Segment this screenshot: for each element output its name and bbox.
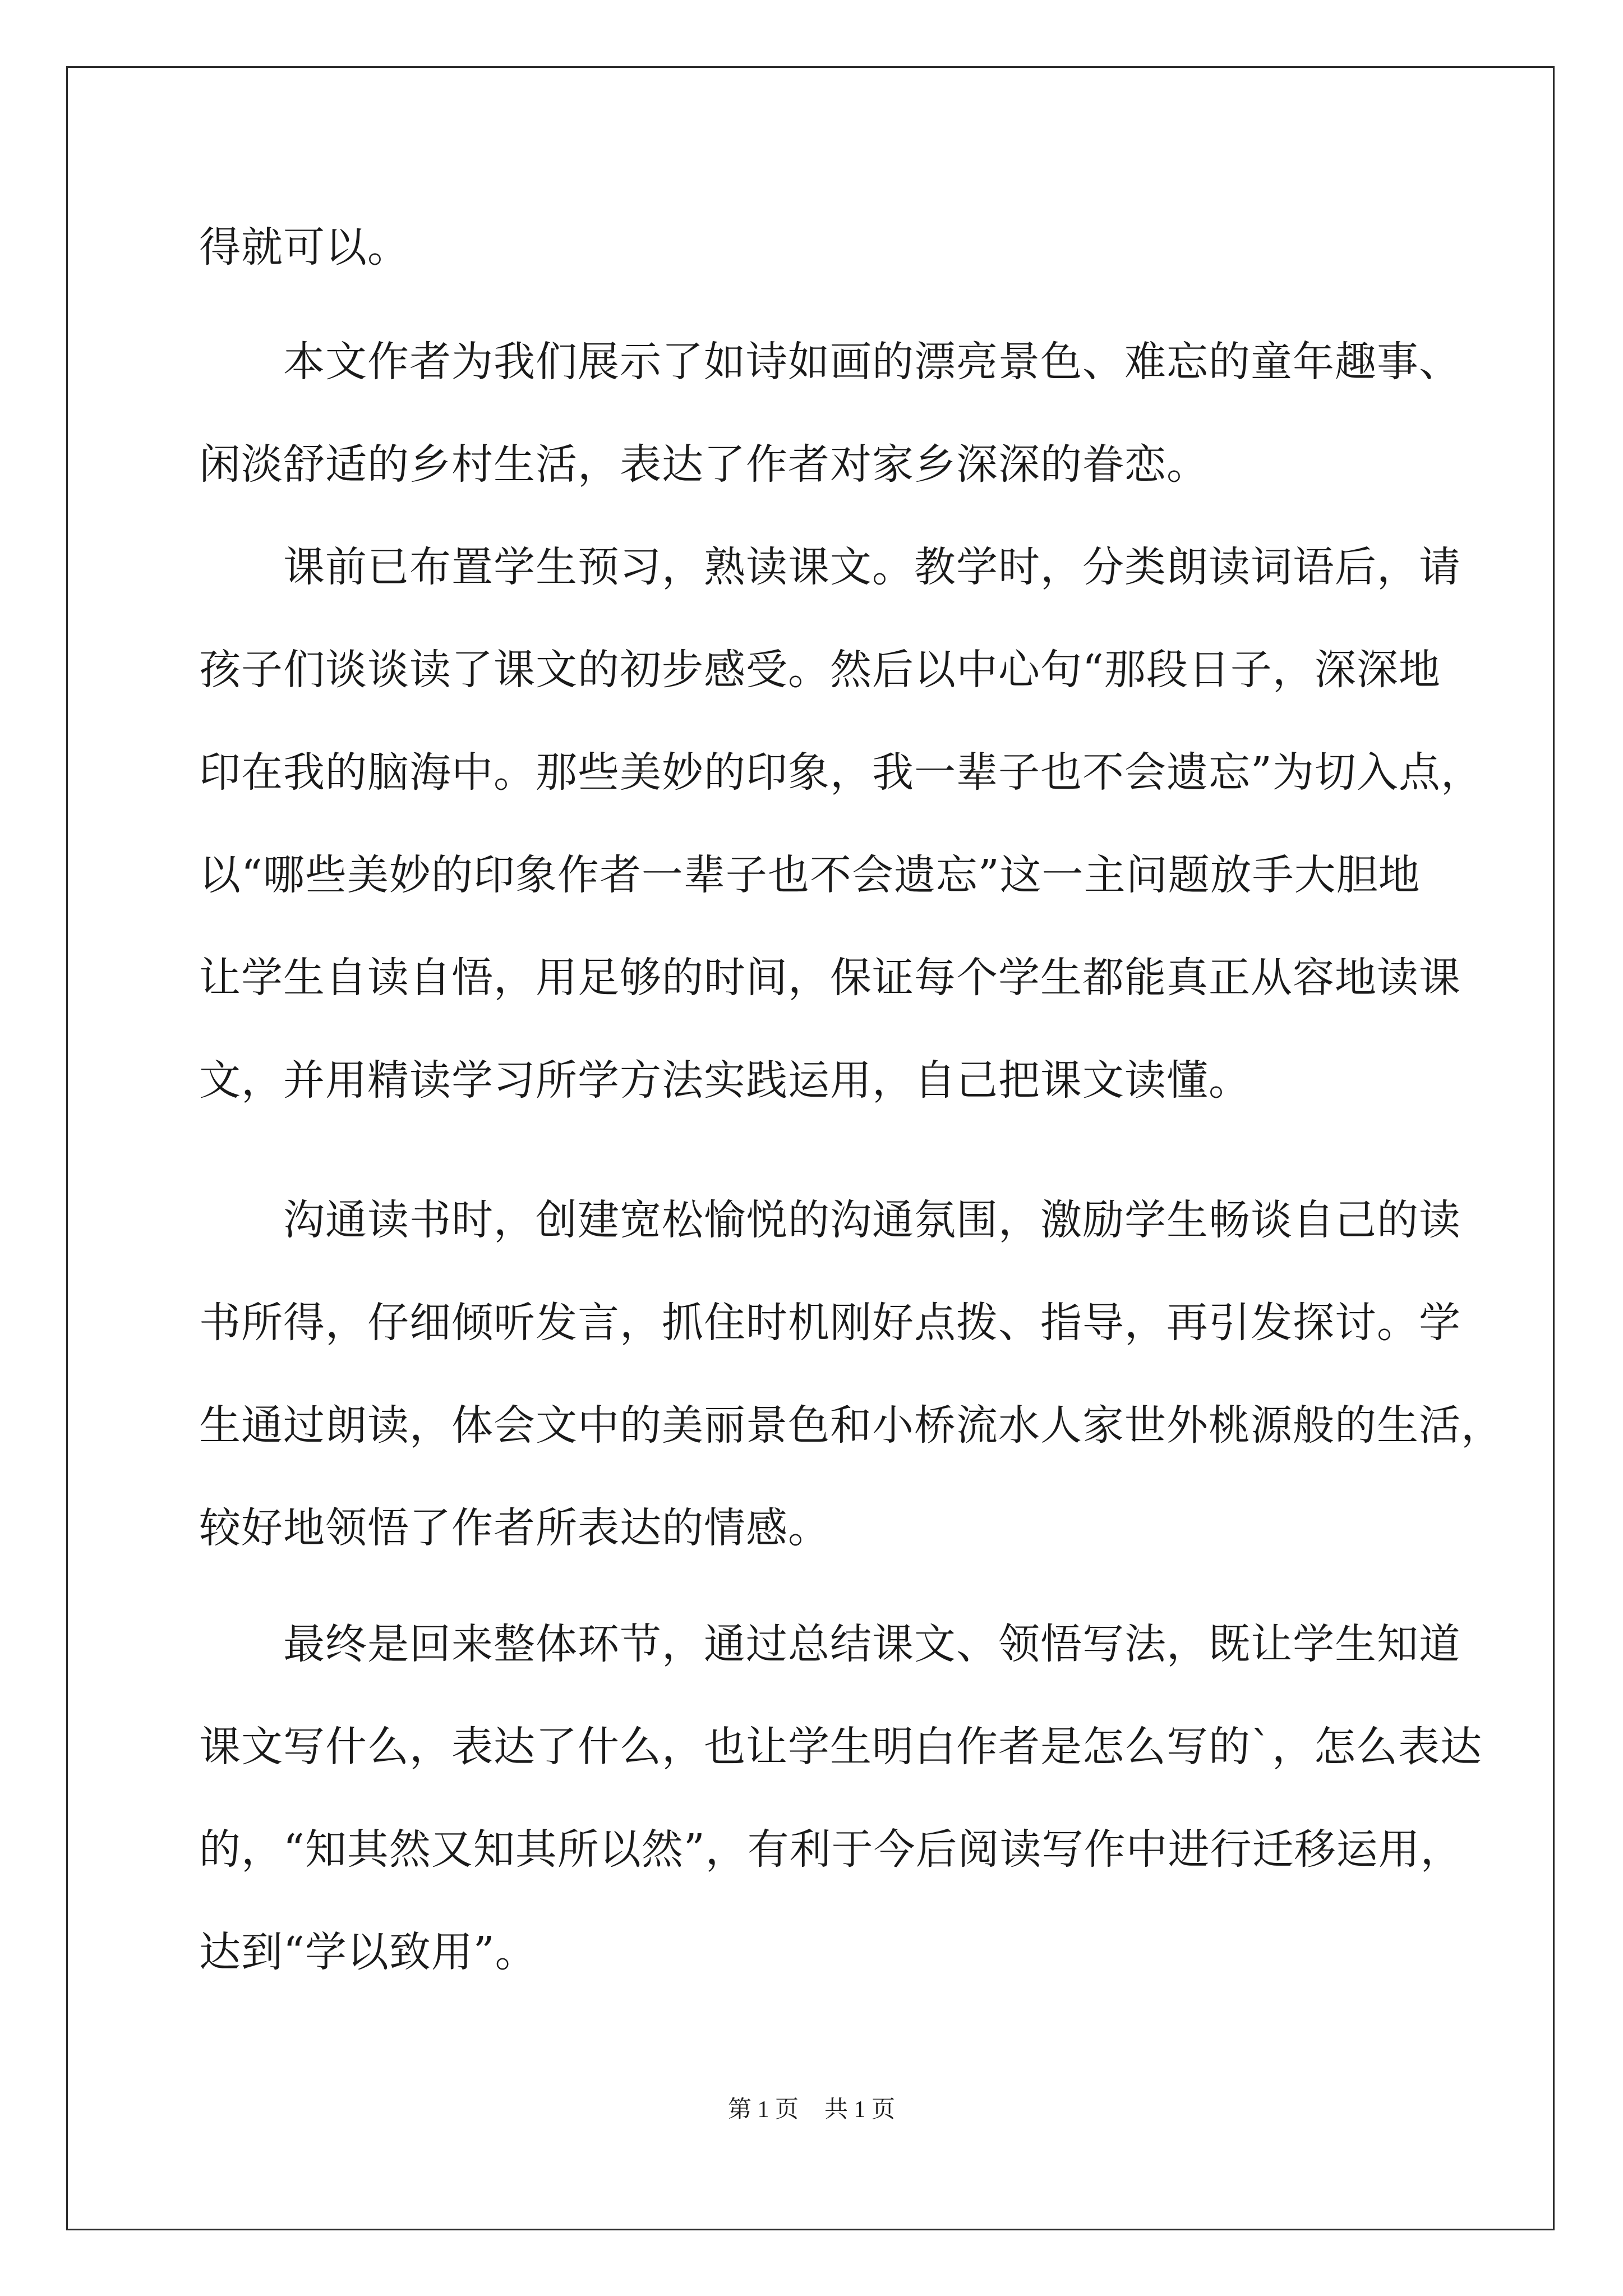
text-line: 最终是回来整体环节，通过总结课文、领悟写法，既让学生知道 — [199, 1620, 1461, 1668]
text-line: 生通过朗读，体会文中的美丽景色和小桥流水人家世外桃源般的生活， — [199, 1401, 1503, 1450]
text-line: 课文写什么，表达了什么，也让学生明白作者是怎么写的`，怎么表达 — [199, 1723, 1482, 1771]
text-line: 得就可以。 — [199, 223, 409, 272]
text-line: 孩子们谈谈读了课文的初步感受。然后以中心句“那段日子，深深地 — [199, 646, 1441, 694]
text-line: 印在我的脑海中。那些美妙的印象，我一辈子也不会遗忘”为切入点， — [199, 748, 1483, 797]
text-line: 以“哪些美妙的印象作者一辈子也不会遗忘”这一主问题放手大胆地 — [199, 851, 1421, 899]
text-line: 课前已布置学生预习，熟读课文。教学时，分类朗读词语后，请 — [199, 543, 1461, 591]
text-line: 较好地领悟了作者所表达的情感。 — [199, 1504, 830, 1552]
page-footer — [0, 2096, 1623, 2124]
text-line: 让学生自读自悟，用足够的时间，保证每个学生都能真正从容地读课 — [199, 954, 1461, 1002]
text-line: 闲淡舒适的乡村生活，表达了作者对家乡深深的眷恋。 — [199, 440, 1209, 489]
page-border — [66, 66, 1555, 2230]
page-count: 共 1 页 — [824, 2097, 896, 2123]
text-line: 本文作者为我们展示了如诗如画的漂亮景色、难忘的童年趣事、 — [199, 338, 1461, 386]
text-line: 书所得，仔细倾听发言，抓住时机刚好点拨、指导，再引发探讨。学 — [199, 1299, 1461, 1347]
page-number: 第 1 页 — [727, 2097, 799, 2123]
text-line: 的，“知其然又知其所以然”，有利于今后阅读写作中进行迁移运用， — [199, 1825, 1463, 1874]
text-line: 沟通读书时，创建宽松愉悦的沟通氛围，激励学生畅谈自己的读 — [199, 1196, 1461, 1244]
text-line: 文，并用精读学习所学方法实践运用，自己把课文读懂。 — [199, 1056, 1251, 1105]
text-line: 达到“学以致用”。 — [199, 1928, 537, 1976]
